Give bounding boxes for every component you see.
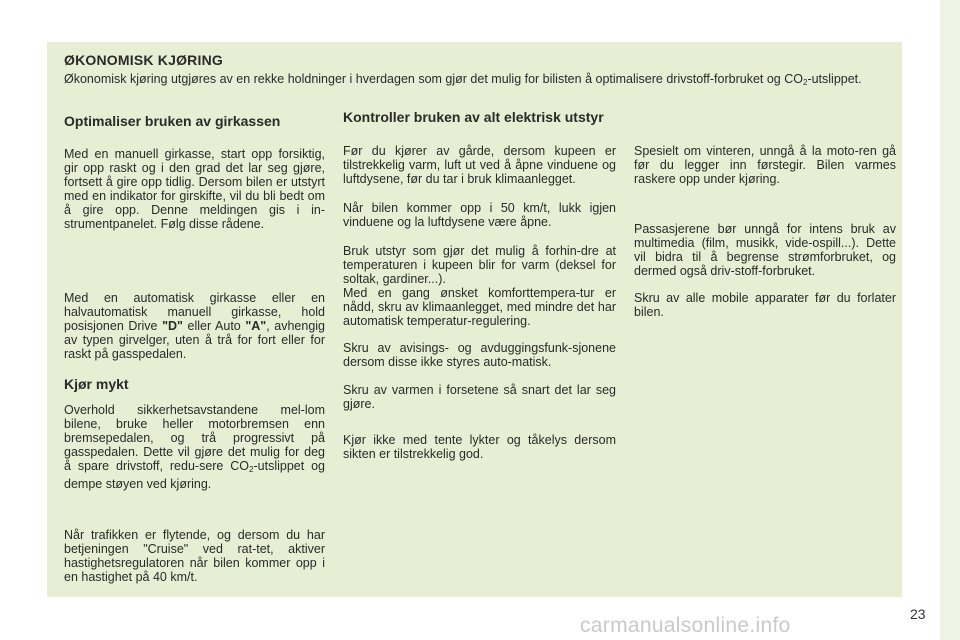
drive-mode-label: "D" — [162, 319, 183, 333]
ventilation-paragraph: Før du kjører av gårde, dersom kupeen er tilstrekkelig varm, luft ut ved å åpne vinduene og luftdysene, før du tar i bruk klimaanlegget. — [343, 144, 616, 186]
drive-smoothly-paragraph — [64, 403, 325, 491]
cruise-paragraph: Når trafikken er flytende, og dersom du har betjeningen "Cruise" ved rat-tet, aktiver hastighetsregulatoren når bilen kommer opp i en hastighet på 40 km/t. — [64, 528, 325, 584]
electrical-heading: Kontroller bruken av alt elektrisk utstyr — [343, 109, 604, 125]
seat-heating-paragraph: Skru av varmen i forsetene så snart det lar seg gjøre. — [343, 383, 616, 411]
smooth-text-end: -utslippet og dempe støyen ved kjøring. — [64, 459, 325, 491]
watermark: carmanualsonline.info — [580, 614, 791, 637]
winter-paragraph: Spesielt om vinteren, unngå å la moto-ren gå før du legger inn førstegir. Bilen varmes raskere opp under kjøring. — [634, 144, 896, 186]
defrost-paragraph: Skru av avisings- og avduggingsfunk-sjonene dersom disse ikke styres auto-matisk. — [343, 341, 616, 369]
mobile-devices-paragraph: Skru av alle mobile apparater før du forlater bilen. — [634, 291, 896, 319]
gearbox-manual-paragraph: Med en manuell girkasse, start opp forsiktig, gir opp raskt og i den grad det lar seg gjøre, fortsett å gire opp tidlig. Dersom bilen er utstyrt med en indikator for girskifte, vil du bli bedt om å gire opp. Denne meldingen gis i in-strumentpanelet. Følg disse rådene. — [64, 147, 325, 231]
speed-50-paragraph: Når bilen kommer opp i 50 km/t, lukk igjen vinduene og la luftdysene være åpne. — [343, 201, 616, 229]
intro-text: Økonomisk kjøring utgjøres av en rekke holdninger i hverdagen som gjør det mulig for bilisten å optimalisere drivstoff-forbruket og CO — [64, 72, 803, 86]
automatic-text-a: Med en automatisk girkasse eller en halvautomatisk manuell girkasse, hold posisjonen Drive — [64, 291, 325, 333]
page-title: ØKONOMISK KJØRING — [64, 52, 223, 68]
smooth-subscript: 2 — [249, 465, 254, 474]
drive-smoothly-heading: Kjør mykt — [64, 376, 129, 392]
page-margin-strip — [940, 0, 960, 640]
automatic-text-b: eller Auto — [182, 319, 246, 333]
automatic-text-c: , avhengig av typen girvelger, uten å trå for fort eller for raskt på gasspedalen. — [64, 319, 325, 361]
page-number: 23 — [910, 606, 926, 622]
gearbox-heading: Optimaliser bruken av girkassen — [64, 113, 281, 129]
lights-paragraph: Kjør ikke med tente lykter og tåkelys dersom sikten er tilstrekkelig god. — [343, 433, 616, 461]
intro-paragraph — [64, 72, 896, 90]
gearbox-automatic-paragraph — [64, 291, 325, 361]
intro-subscript: 2 — [802, 78, 808, 87]
sunshade-paragraph: Bruk utstyr som gjør det mulig å forhin-dre at temperaturen i kupeen blir for varm (deksel for soltak, gardiner...). — [343, 244, 616, 286]
multimedia-paragraph: Passasjerene bør unngå for intens bruk av multimedia (film, musikk, vide-ospill...). Dette vil bidra til å begrense strømforbruket, og dermed også driv-stoff-forbruket. — [634, 222, 896, 278]
auto-mode-label: "A" — [245, 319, 267, 333]
intro-text-end: -utslippet. — [807, 72, 862, 86]
climate-paragraph: Med en gang ønsket komforttempera-tur er nådd, skru av klimaanlegget, med mindre det har automatisk temperatur-regulering. — [343, 286, 616, 328]
smooth-text: Overhold sikkerhetsavstandene mel-lom bilene, bruke heller motorbremsen enn bremsepedalen, og trå progressivt på gasspedalen. Dette vil gjøre det mulig for deg å spare drivstoff, redu-sere CO — [64, 403, 325, 473]
